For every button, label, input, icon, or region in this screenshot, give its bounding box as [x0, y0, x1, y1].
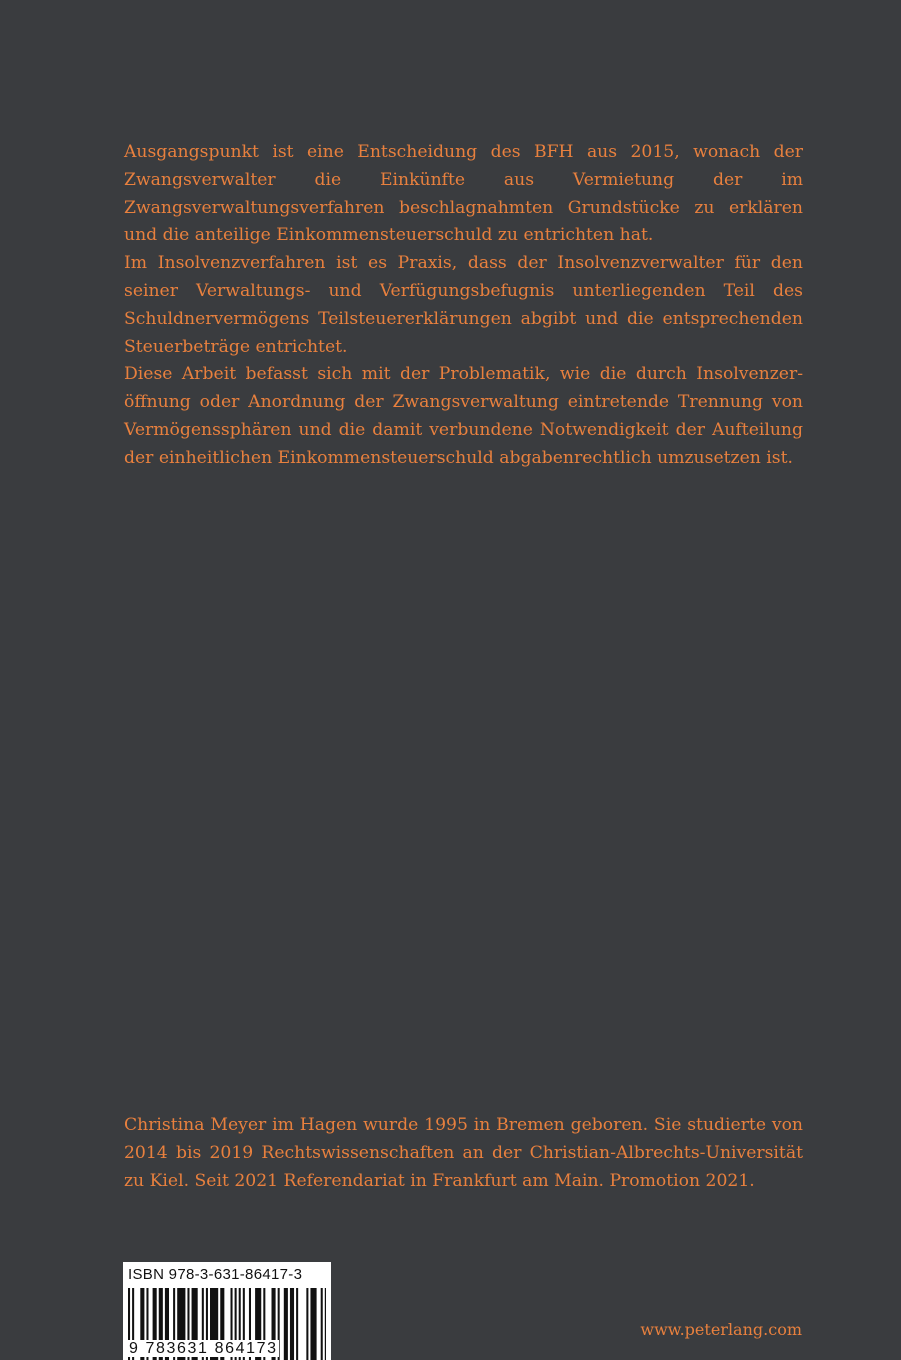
- blurb-paragraph-1: Ausgangspunkt ist eine Entscheidung des BFH aus 2015, wonach der Zwangsverwalter die Einkünfte aus Vermietung der im Zwangsverwaltungsverfahren beschlagnahmten Grundstücke zu erklären und die anteilige Einkommensteuerschuld zu entrichten hat.: [124, 142, 803, 246]
- barcode-digits: 9 783631 864173: [129, 1340, 278, 1357]
- blurb-paragraph-2: Im Insolvenzverfahren ist es Praxis, dass der Insolvenzverwalter für den seiner Verwaltungs- und Verfügungsbefugnis unterliegenden Teil des Schuldnervermögens Teilsteuererklärungen abgibt und die entsprechenden Steuerbeträge entrichtet.: [124, 253, 803, 357]
- isbn-label: ISBN 978-3-631-86417-3: [128, 1266, 303, 1283]
- isbn-barcode: [123, 1262, 331, 1360]
- blurb-paragraph-3: Diese Arbeit befasst sich mit der Problematik, wie die durch Insolvenzeröffnung oder Anordnung der Zwangsverwaltung eintretende Trennung von Vermögenssphären und die damit verbundene Notwendigkeit der Aufteilung der einheitlichen Einkommensteuerschuld abgabenrechtlich umzusetzen ist.: [124, 364, 803, 468]
- blurb-text: [124, 139, 803, 473]
- author-bio: Christina Meyer im Hagen wurde 1995 in Bremen geboren. Sie studierte von 2014 bis 2019 Rechtswissenschaften an der Christian-Albrechts-Universität zu Kiel. Seit 2021 Referendariat in Frankfurt am Main. Promotion 2021.: [124, 1115, 803, 1191]
- publisher-url[interactable]: www.peterlang.com: [640, 1320, 802, 1339]
